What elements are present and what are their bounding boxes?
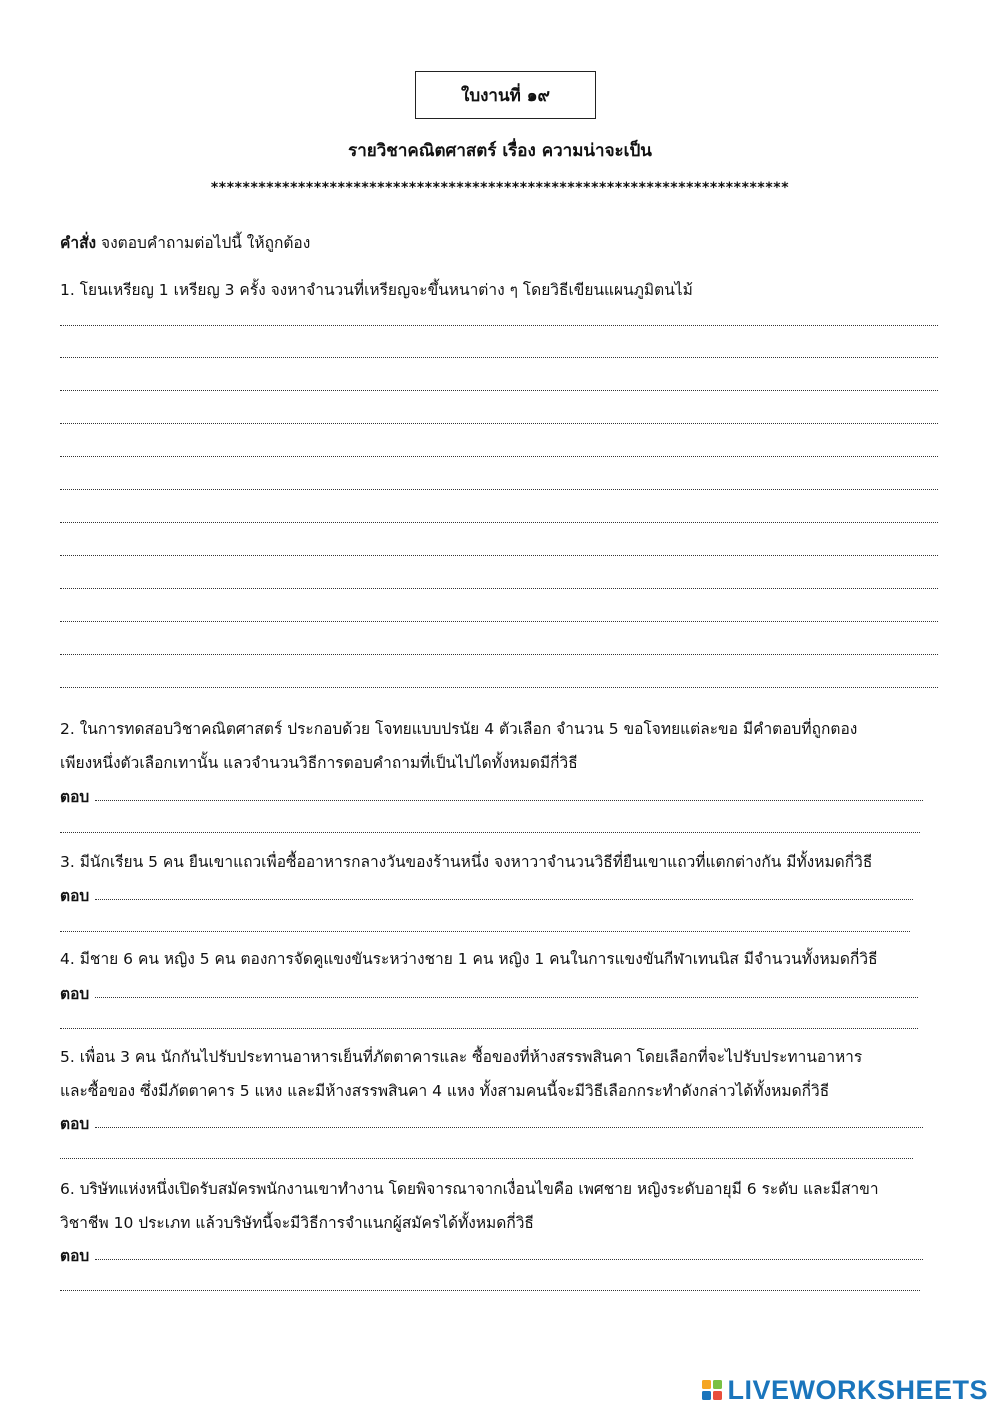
answer-line-10[interactable]	[60, 621, 938, 622]
answer-line[interactable]	[60, 1028, 918, 1029]
question-5-line-2: และซื้อของ ซึ่งมีภัตตาคาร 5 แหง และมีห้างสรรพสินคา 4 แหง ทั้งสามคนนี้จะมีวิธีเลือกกระทำดังกล่าวได้ทั้งหมดกี่วิธี	[60, 1082, 830, 1100]
question-1: 1. โยนเหรียญ 1 เหรียญ 3 ครั้ง จงหาจำนวนที่เหรียญจะขึ้นหนาต่าง ๆ โดยวิธีเขียนแผนภูมิตนไม้	[60, 281, 693, 299]
question-4: 4. มีชาย 6 คน หญิง 5 คน ตองการจัดคูแขงขันระหว่างชาย 1 คน หญิง 1 คนในการแขงขันกีฬาเทนนิส มีจำนวนทั้งหมดกี่วิธี	[60, 950, 878, 968]
liveworksheets-logo	[701, 1375, 988, 1405]
answer-line[interactable]	[60, 1158, 913, 1159]
answer-line-1[interactable]	[60, 325, 938, 326]
instruction-label: คำสั่ง	[60, 234, 97, 252]
question-2-line-1: 2. ในการทดสอบวิชาคณิตศาสตร์ ประกอบด้วย โจทยแบบปรนัย 4 ตัวเลือก จำนวน 5 ขอโจทยแต่ละขอ มีคำตอบที่ถูกตอง	[60, 720, 858, 738]
answer-line-7[interactable]	[60, 522, 938, 523]
answer-field[interactable]	[95, 800, 923, 801]
answer-line-11[interactable]	[60, 654, 938, 655]
answer-line[interactable]	[60, 1290, 920, 1291]
worksheet-title	[415, 71, 596, 119]
question-3: 3. มีนักเรียน 5 คน ยืนเขาแถวเพื่อซื้ออาหารกลางวันของร้านหนึ่ง จงหาวาจำนวนวิธีที่ยืนเขาแถวที่แตกต่างกัน มีทั้งหมดกี่วิธี	[60, 853, 873, 871]
worksheet-title-text: ใบงานที่ ๑๙	[461, 85, 550, 106]
answer-line-9[interactable]	[60, 588, 938, 589]
answer-line[interactable]	[60, 931, 910, 932]
question-5-line-1: 5. เพื่อน 3 คน นักกันไปรับประทานอาหารเย็นที่ภัตตาคารและ ซื้อของที่ห้างสรรพสินคา โดยเลือกที่จะไปรับประทานอาหาร	[60, 1048, 863, 1066]
answer-label: ตอบ	[60, 1247, 90, 1265]
answer-label: ตอบ	[60, 985, 90, 1003]
answer-line-12[interactable]	[60, 687, 938, 688]
answer-line-5[interactable]	[60, 456, 938, 457]
logo-text: LIVEWORKSHEETS	[727, 1374, 988, 1405]
answer-line[interactable]	[60, 832, 920, 833]
answer-field[interactable]	[95, 899, 913, 900]
star-divider: *************************************************************************	[210, 180, 790, 196]
instruction-text: จงตอบคำถามต่อไปนี้ ให้ถูกต้อง	[96, 234, 311, 252]
answer-line-6[interactable]	[60, 489, 938, 490]
question-2-line-2: เพียงหนึ่งตัวเลือกเทานั้น แลวจำนวนวิธีการตอบคำถามที่เป็นไปไดทั้งหมดมีกี่วิธี	[60, 754, 578, 772]
answer-label: ตอบ	[60, 1115, 90, 1133]
answer-line-2[interactable]	[60, 357, 938, 358]
question-6-line-1: 6. บริษัทแห่งหนึ่งเปิดรับสมัครพนักงานเขาทำงาน โดยพิจารณาจากเงื่อนไขคือ เพศชาย หญิงระดับอายุมี 6 ระดับ และมีสาขา	[60, 1180, 879, 1198]
answer-field[interactable]	[95, 1127, 923, 1128]
answer-label: ตอบ	[60, 788, 90, 806]
answer-line-4[interactable]	[60, 423, 938, 424]
answer-field[interactable]	[95, 1259, 923, 1260]
liveworksheets-logo-icon	[701, 1379, 723, 1401]
question-6-line-2: วิชาชีพ 10 ประเภท แล้วบริษัทนี้จะมีวิธีการจำแนกผู้สมัครได้ทั้งหมดกี่วิธี	[60, 1214, 534, 1232]
subject-subtitle: รายวิชาคณิตศาสตร์ เรื่อง ความน่าจะเป็น	[348, 141, 652, 161]
answer-line-3[interactable]	[60, 390, 938, 391]
answer-label: ตอบ	[60, 887, 90, 905]
answer-field[interactable]	[95, 997, 918, 998]
answer-line-8[interactable]	[60, 555, 938, 556]
instruction	[60, 230, 310, 255]
